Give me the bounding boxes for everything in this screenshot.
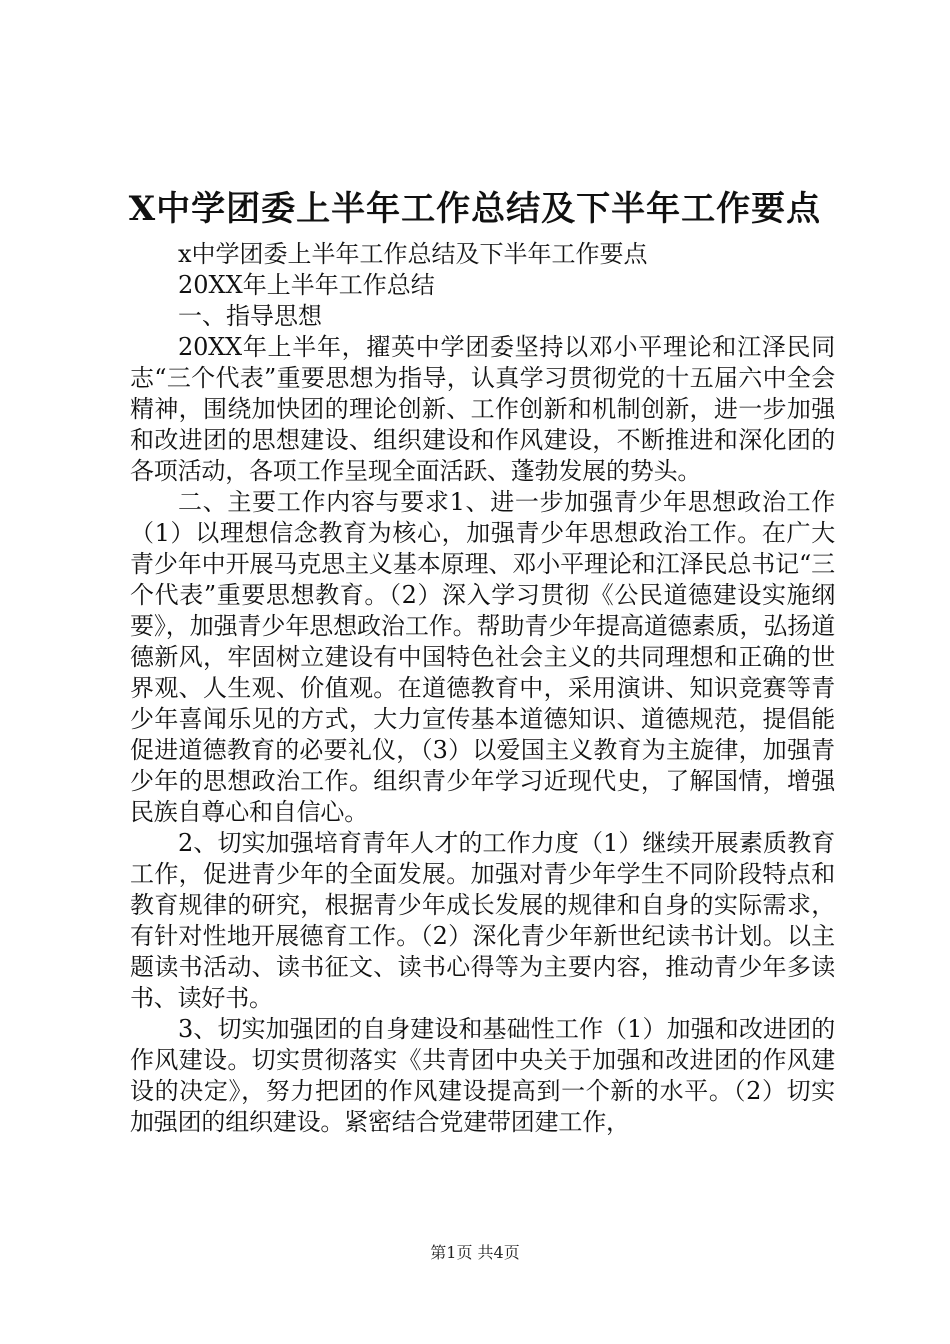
body-paragraph-guiding-ideology: 20XX年上半年，擢英中学团委坚持以邓小平理论和江泽民同志“三个代表”重要思想为指导，认真学习贯彻党的十五届六中全会精神，围绕加快团的理论创新、工作创新和机制创新，进一步加强和改进团的思想建设、组织建设和作风建设，不断推进和深化团的各项活动，各项工作呈现全面活跃、蓬勃发展的势头。	[130, 333, 835, 485]
document-title: X中学团委上半年工作总结及下半年工作要点	[128, 189, 822, 229]
document-body	[130, 239, 835, 1138]
body-paragraph-heading-repeat: x中学团委上半年工作总结及下半年工作要点	[178, 240, 648, 268]
page-number-footer: 第1页 共4页	[430, 1243, 520, 1262]
body-paragraph-section-title: 20XX年上半年工作总结	[178, 271, 435, 299]
body-paragraph-main-work: 二、主要工作内容与要求1、进一步加强青少年思想政治工作（1）以理想信念教育为核心，加强青少年思想政治工作。在广大青少年中开展马克思主义基本原理、邓小平理论和江泽民总书记“三个代表”重要思想教育。（2）深入学习贯彻《公民道德建设实施纲要》，加强青少年思想政治工作。帮助青少年提高道德素质，弘扬道德新风，牢固树立建设有中国特色社会主义的共同理想和正确的世界观、人生观、价值观。在道德教育中，采用演讲、知识竞赛等青少年喜闻乐见的方式，大力宣传基本道德知识、道德规范，提倡能促进道德教育的必要礼仪，（3）以爱国主义教育为主旋律，加强青少年的思想政治工作。组织青少年学习近现代史，了解国情，增强民族自尊心和自信心。	[130, 488, 835, 826]
body-paragraph-guiding-ideology-heading: 一、指导思想	[178, 302, 322, 330]
body-paragraph-talent-cultivation: 2、切实加强培育青年人才的工作力度（1）继续开展素质教育工作，促进青少年的全面发展。加强对青少年学生不同阶段特点和教育规律的研究，根据青少年成长发展的规律和自身的实际需求，有针对性地开展德育工作。（2）深化青少年新世纪读书计划。以主题读书活动、读书征文、读书心得等为主要内容，推动青少年多读书、读好书。	[130, 829, 835, 1012]
body-paragraph-self-construction: 3、切实加强团的自身建设和基础性工作（1）加强和改进团的作风建设。切实贯彻落实《共青团中央关于加强和改进团的作风建设的决定》，努力把团的作风建设提高到一个新的水平。（2）切实加强团的组织建设。紧密结合党建带团建工作，	[130, 1015, 835, 1136]
